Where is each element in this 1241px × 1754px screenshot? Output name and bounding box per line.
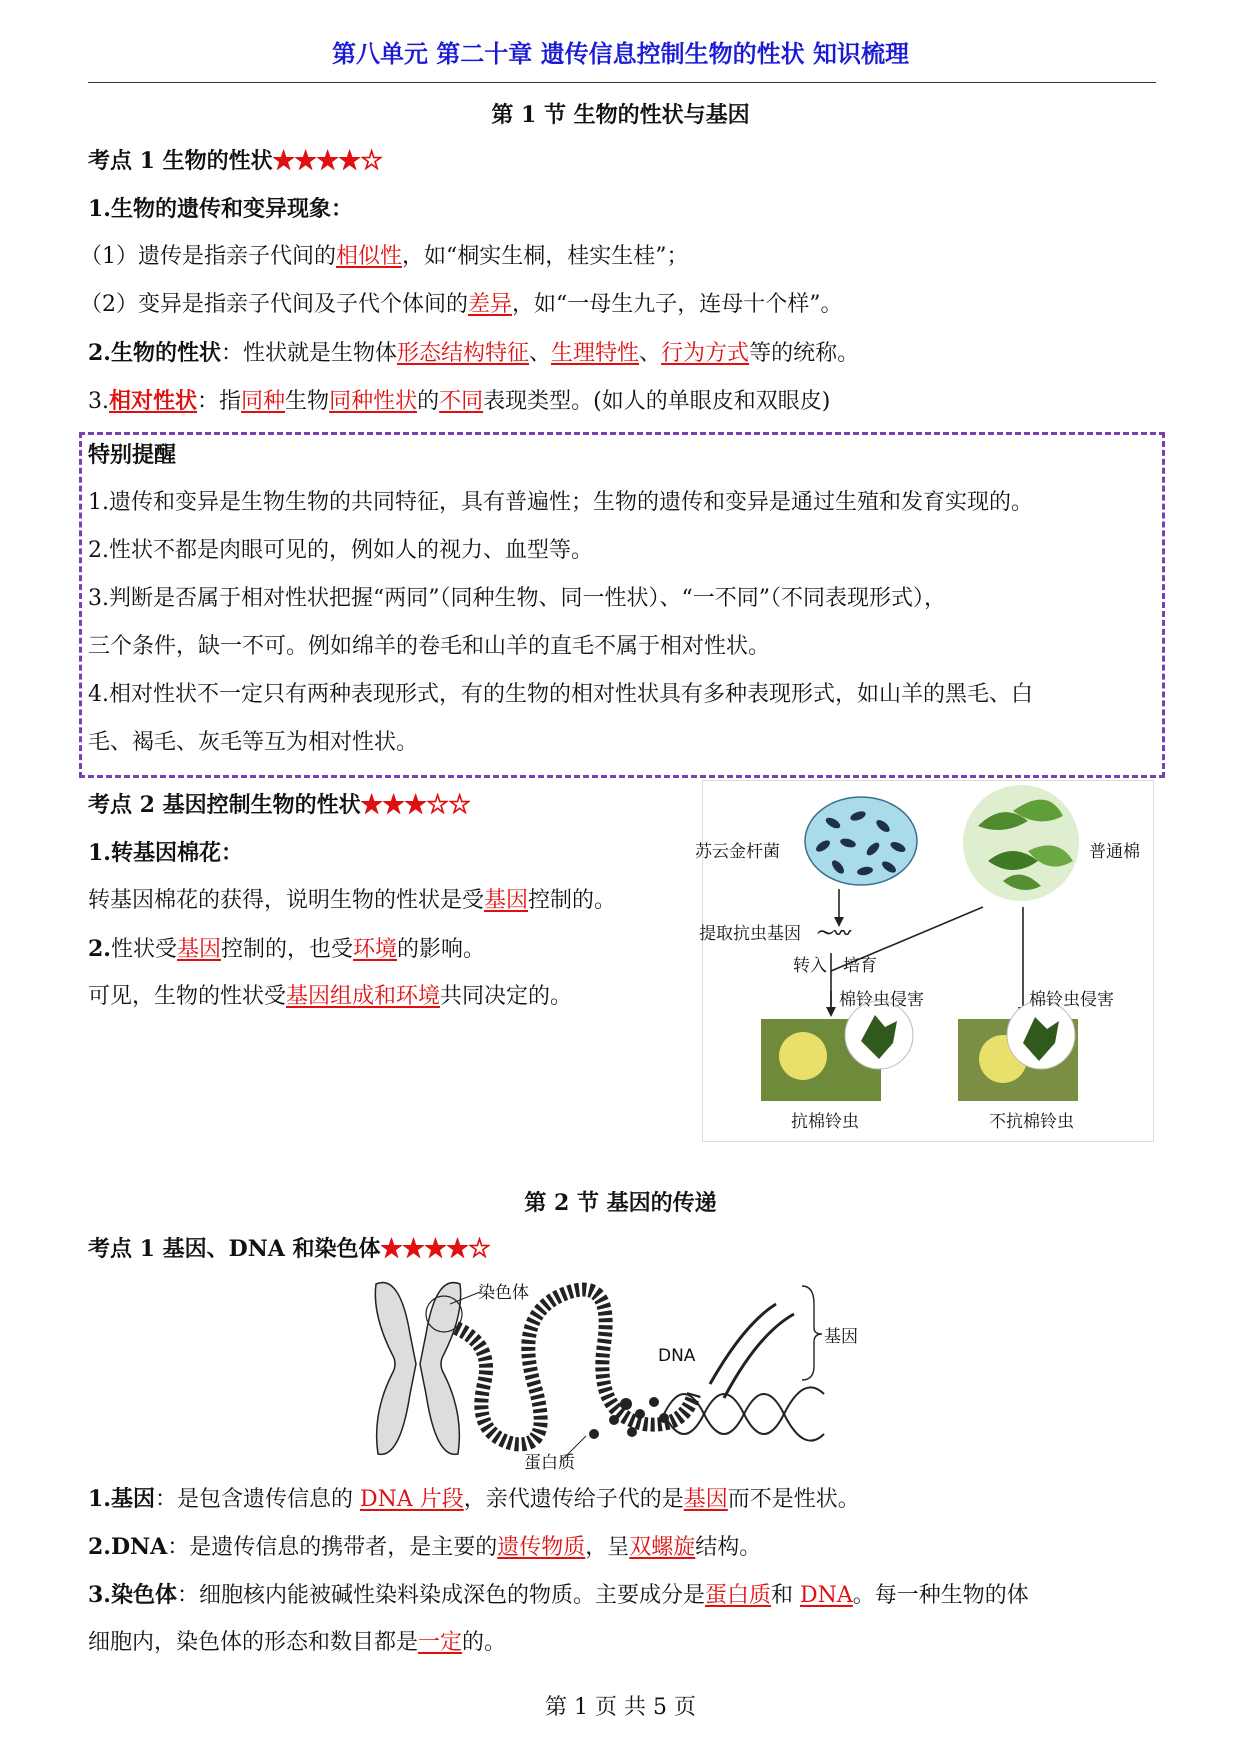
item2-answer-1: 形态结构特征 — [396, 341, 529, 366]
s2-kp1-stars: ★★★★☆ — [380, 1236, 491, 1262]
chromosome-dna-illustration — [364, 1264, 884, 1472]
note-line-1: 1.遗传和变异是生物生物的共同特征，具有普遍性；生物的遗传和变异是通过生殖和发育实现的。 — [88, 490, 1033, 515]
s2-item3-label: 3.染色体 — [88, 1582, 177, 1608]
k2-item2-answer-1: 基因 — [176, 937, 221, 962]
item1-b-post: ，如“一母生九子，连母十个样”。 — [512, 292, 843, 317]
item3-pre: ：指 — [197, 389, 242, 414]
item2 — [88, 338, 859, 369]
s2-item1-pre: ：是包含遗传信息的 — [154, 1487, 360, 1512]
k2-item1-title: 1.转基因棉花： — [88, 840, 243, 866]
transfer-label: 转入 — [793, 956, 827, 976]
k2-item3-answer: 基因组成和环境 — [286, 984, 441, 1009]
item1-b-answer: 差异 — [468, 292, 513, 317]
item1-a-answer: 相似性 — [336, 244, 403, 269]
transgenic-cotton-figure — [695, 780, 1154, 1142]
item2-answer-2: 生理特性 — [551, 341, 640, 366]
kp2-stars: ★★★☆☆ — [360, 792, 471, 818]
cotton-label: 普通棉 — [1089, 842, 1140, 862]
s2-item2-pre: ：是遗传信息的携带者，是主要的 — [167, 1535, 498, 1560]
item1-b-pre: （2）变异是指亲子代间及子代个体间的 — [80, 292, 468, 317]
header-divider — [88, 82, 1156, 83]
k2-item3-pre: 可见，生物的性状受 — [88, 984, 287, 1009]
k2-item1-answer: 基因 — [484, 888, 529, 913]
s2-item1-post: 而不是性状。 — [727, 1487, 860, 1512]
note-line-5: 4.相对性状不一定只有两种表现形式，有的生物的相对性状具有多种表现形式，如山羊的黑毛、白 — [88, 682, 1033, 707]
k2-item1-post: 控制的。 — [528, 888, 617, 913]
s2-kp1-heading — [88, 1234, 491, 1264]
item2-sep-1: 、 — [529, 341, 552, 366]
item3-answer-1: 同种 — [241, 389, 286, 414]
pest-right-label: 棉铃虫侵害 — [1029, 990, 1114, 1010]
item3-num: 3. — [88, 389, 109, 414]
k2-item3-post: 共同决定的。 — [440, 984, 573, 1009]
section1-title: 第 1 节 生物的性状与基因 — [491, 102, 750, 128]
item3-answer-2: 同种性状 — [329, 389, 418, 414]
result-left-label: 抗棉铃虫 — [791, 1112, 859, 1132]
k2-item2-label: 2. — [88, 936, 111, 962]
s2-item3-post: 。每一种生物的体 — [852, 1583, 1029, 1608]
item3-label: 相对性状 — [109, 388, 198, 414]
s2-item3b-answer: 一定 — [418, 1630, 463, 1655]
result-right-label: 不抗棉铃虫 — [989, 1112, 1074, 1132]
item3-answer-3: 不同 — [439, 389, 484, 414]
kp2-title: 考点 2 基因控制生物的性状 — [88, 792, 361, 818]
item3 — [88, 386, 830, 417]
s2-item2-answer-2: 双螺旋 — [629, 1535, 696, 1560]
protein-label: 蛋白质 — [524, 1453, 575, 1473]
s2-item1-answer-1: DNA 片段 — [359, 1487, 464, 1512]
k2-item1-pre: 转基因棉花的获得，说明生物的性状是受 — [88, 888, 485, 913]
k2-item3 — [88, 982, 572, 1012]
chromosome-label: 染色体 — [478, 1283, 529, 1303]
item2-sep-2: 、 — [639, 341, 662, 366]
s2-item3-answer-2: DNA — [800, 1583, 853, 1608]
s2-item1-label: 1.基因 — [88, 1486, 155, 1512]
page-header: 第八单元 第二十章 遗传信息控制生物的性状 知识梳理 — [331, 40, 910, 68]
s2-item1 — [88, 1484, 860, 1515]
k2-item1-text — [88, 886, 616, 916]
s2-item3b-pre: 细胞内，染色体的形态和数目都是 — [88, 1630, 419, 1655]
s2-item2-post: 结构。 — [695, 1535, 762, 1560]
item1-a-pre: （1）遗传是指亲子代间的 — [80, 244, 336, 269]
item1-a — [80, 242, 689, 272]
s2-item3a — [88, 1580, 1029, 1611]
dna-label: DNA — [658, 1346, 696, 1366]
note-line-3: 3.判断是否属于相对性状把握“两同”（同种生物、同一性状）、“一不同”（不同表现形式）， — [88, 586, 946, 611]
s2-item1-mid: ，亲代遗传给子代的是 — [463, 1487, 684, 1512]
s2-item3b — [88, 1628, 506, 1658]
transgenic-flow-diagram — [703, 781, 1153, 1141]
bacteria-label: 苏云金杆菌 — [695, 842, 780, 862]
s2-item2-answer-1: 遗传物质 — [497, 1535, 586, 1560]
s2-item3b-post: 的。 — [462, 1630, 507, 1655]
item2-label: 2.生物的性状 — [88, 340, 221, 366]
item2-post: 等的统称。 — [749, 341, 860, 366]
s2-item3-answer-1: 蛋白质 — [704, 1583, 771, 1608]
gene-label: 基因 — [824, 1327, 858, 1347]
k2-item2-answer-2: 环境 — [353, 937, 398, 962]
k2-item2-post: 的影响。 — [397, 937, 486, 962]
k2-item2 — [88, 934, 485, 965]
item1-title: 1.生物的遗传和变异现象： — [88, 196, 353, 222]
section2-title: 第 2 节 基因的传递 — [524, 1190, 717, 1216]
item1-a-post: ，如“桐实生桐，桂实生桂”； — [402, 244, 689, 269]
item3-mid-1: 生物 — [285, 389, 330, 414]
note-title: 特别提醒 — [88, 442, 177, 468]
s2-item3-pre: ：细胞核内能被碱性染料染成深色的物质。主要成分是 — [176, 1583, 705, 1608]
k2-item2-pre: 性状受 — [110, 937, 177, 962]
kp1-title: 考点 1 生物的性状 — [88, 148, 273, 174]
s2-item2-mid: ，呈 — [585, 1535, 630, 1560]
item3-mid-2: 的 — [417, 389, 440, 414]
note-line-2: 2.性状不都是肉眼可见的，例如人的视力、血型等。 — [88, 538, 593, 563]
kp1-stars: ★★★★☆ — [272, 148, 383, 174]
s2-item2 — [88, 1532, 761, 1563]
item2-answer-3: 行为方式 — [661, 341, 750, 366]
item1-b — [80, 290, 843, 320]
note-line-6: 毛、褐毛、灰毛等互为相对性状。 — [88, 730, 419, 755]
pest-left-label: 棉铃虫侵害 — [839, 990, 924, 1010]
page-footer: 第 1 页 共 5 页 — [545, 1695, 696, 1720]
k2-item2-mid: 控制的，也受 — [221, 937, 354, 962]
item3-post: 表现类型。(如人的单眼皮和双眼皮) — [483, 389, 831, 414]
s2-item3-mid: 和 — [771, 1583, 800, 1608]
s2-item2-label: 2.DNA — [88, 1534, 168, 1560]
note-line-4: 三个条件，缺一不可。例如绵羊的卷毛和山羊的直毛不属于相对性状。 — [88, 634, 771, 659]
gene-wave-icon: ～〰 — [817, 924, 851, 944]
kp2-heading — [88, 790, 471, 820]
kp1-heading — [88, 146, 383, 176]
cultivate-label: 培育 — [843, 956, 877, 976]
s2-kp1-title: 考点 1 基因、DNA 和染色体 — [88, 1236, 381, 1262]
extract-gene-label: 提取抗虫基因 — [699, 924, 801, 944]
item2-pre: ：性状就是生物体 — [220, 341, 397, 366]
chromosome-dna-diagram — [364, 1264, 884, 1472]
s2-item1-answer-2: 基因 — [683, 1487, 728, 1512]
